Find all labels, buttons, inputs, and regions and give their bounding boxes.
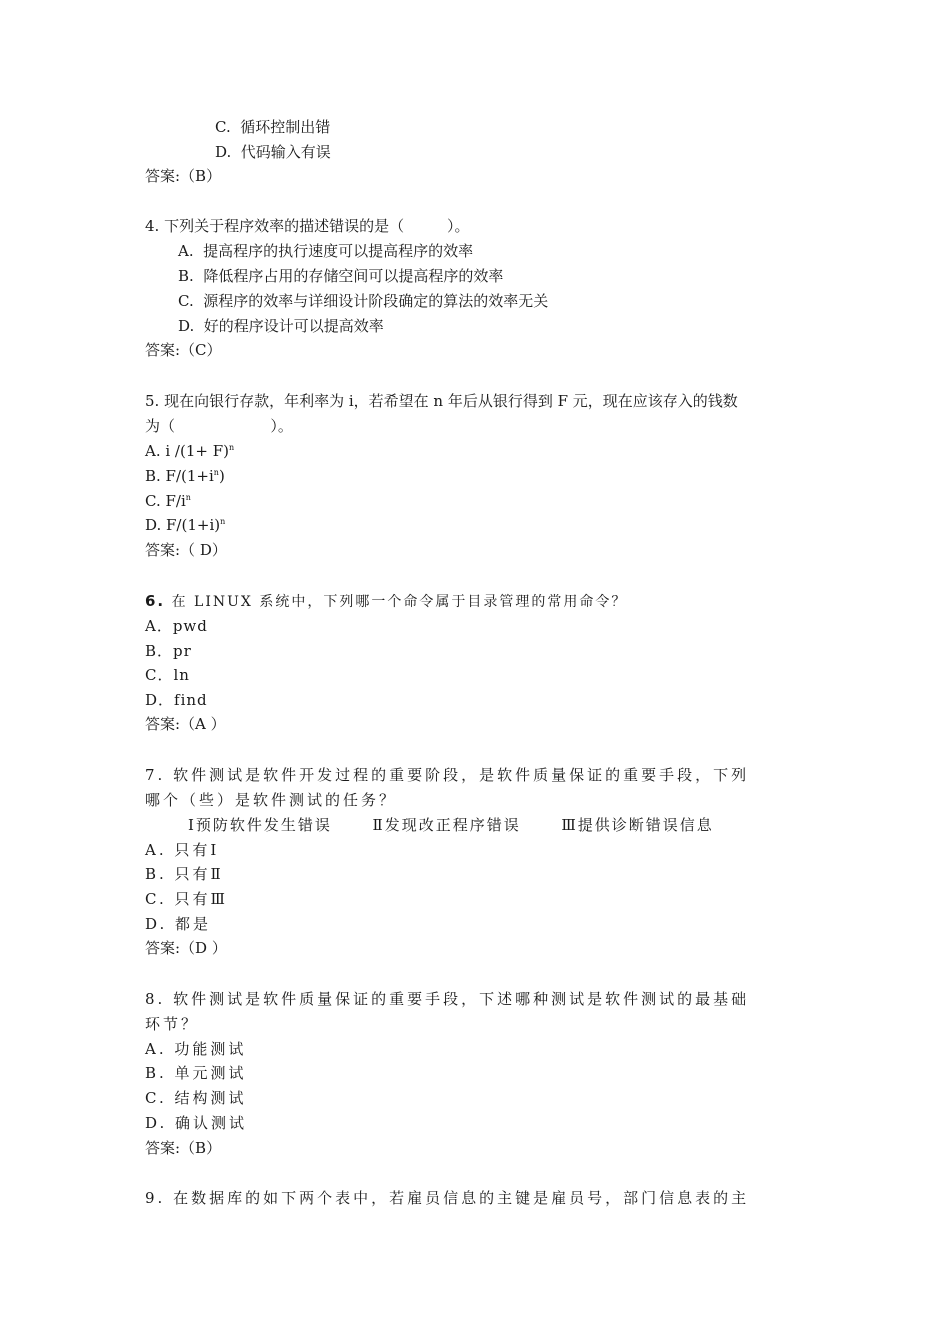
q4-question: 4. 下列关于程序效率的描述错误的是（ ）。 <box>145 217 470 235</box>
q5-option-c-text: C. F/i <box>145 492 186 510</box>
q8-option-b: B. 单元测试 <box>145 1064 247 1082</box>
q3-option-c: C. 循环控制出错 <box>215 118 331 136</box>
q6-option-d: D．find <box>145 691 208 709</box>
q5-answer: 答案:（ D） <box>145 541 227 559</box>
q8-option-d: D. 确认测试 <box>145 1114 248 1132</box>
q8-option-a: A. 功能测试 <box>145 1040 247 1058</box>
q4-answer: 答案:（C） <box>145 341 222 359</box>
q7-question-line1: 7. 软件测试是软件开发过程的重要阶段，是软件质量保证的重要手段，下列 <box>145 766 750 784</box>
q5-option-d-exponent: n <box>220 517 226 526</box>
q4-option-a: A. 提高程序的执行速度可以提高程序的效率 <box>178 242 474 260</box>
q5-question-line1: 5. 现在向银行存款，年利率为 i，若希望在 n 年后从银行得到 F 元，现在应该存入的钱数 <box>145 392 738 410</box>
q8-question-line1: 8. 软件测试是软件质量保证的重要手段，下述哪种测试是软件测试的最基础 <box>145 990 750 1008</box>
q6-question <box>145 591 627 612</box>
q7-answer: 答案:（D ） <box>145 939 227 957</box>
q7-option-d: D. 都是 <box>145 915 212 933</box>
q6-option-c: C．ln <box>145 666 190 684</box>
q5-option-c-exponent: n <box>185 493 191 502</box>
q5-option-a-exponent: n <box>228 443 235 452</box>
q5-option-b <box>145 466 225 486</box>
q5-option-b-text: B. F/(1+i <box>145 467 214 485</box>
q4-option-d: D. 好的程序设计可以提高效率 <box>178 317 384 335</box>
q7-option-a: A. 只有Ⅰ <box>145 841 220 859</box>
q5-option-c <box>145 491 191 511</box>
q9-question-line1: 9. 在数据库的如下两个表中，若雇员信息的主键是雇员号，部门信息表的主 <box>145 1189 750 1207</box>
q4-option-b: B. 降低程序占用的存储空间可以提高程序的效率 <box>178 267 504 285</box>
q4-option-c: C. 源程序的效率与详细设计阶段确定的算法的效率无关 <box>178 292 549 310</box>
q3-answer: 答案:（B） <box>145 167 222 185</box>
q7-statement-items: Ⅰ预防软件发生错误 Ⅱ发现改正程序错误 Ⅲ提供诊断错误信息 <box>188 816 714 834</box>
q8-question-line2: 环节？ <box>145 1015 200 1033</box>
q5-option-a <box>145 441 234 461</box>
q5-option-d <box>145 515 225 535</box>
q8-option-c: C. 结构测试 <box>145 1089 247 1107</box>
q5-option-d-text: D. F/(1+i) <box>145 516 221 534</box>
q6-answer: 答案:（A ） <box>145 715 226 733</box>
q6-question-text: 在 LINUX 系统中，下列哪一个命令属于目录管理的常用命令？ <box>165 594 628 610</box>
q8-answer: 答案:（B） <box>145 1139 222 1157</box>
q5-option-a-text: A. i /(1+ F) <box>145 442 229 460</box>
q5-option-b-close: ) <box>218 467 225 485</box>
q7-option-b: B. 只有Ⅱ <box>145 865 224 883</box>
q6-option-b: B．pr <box>145 642 192 660</box>
q7-question-line2: 哪个（些）是软件测试的任务？ <box>145 791 398 809</box>
q5-option-b-exponent: n <box>213 468 219 477</box>
q3-option-d: D. 代码输入有误 <box>215 143 331 161</box>
q5-question-line2: 为（ ）。 <box>145 417 293 435</box>
q6-option-a: A．pwd <box>145 617 208 635</box>
q7-option-c: C. 只有Ⅲ <box>145 890 228 908</box>
q6-number: 6. <box>145 592 166 610</box>
